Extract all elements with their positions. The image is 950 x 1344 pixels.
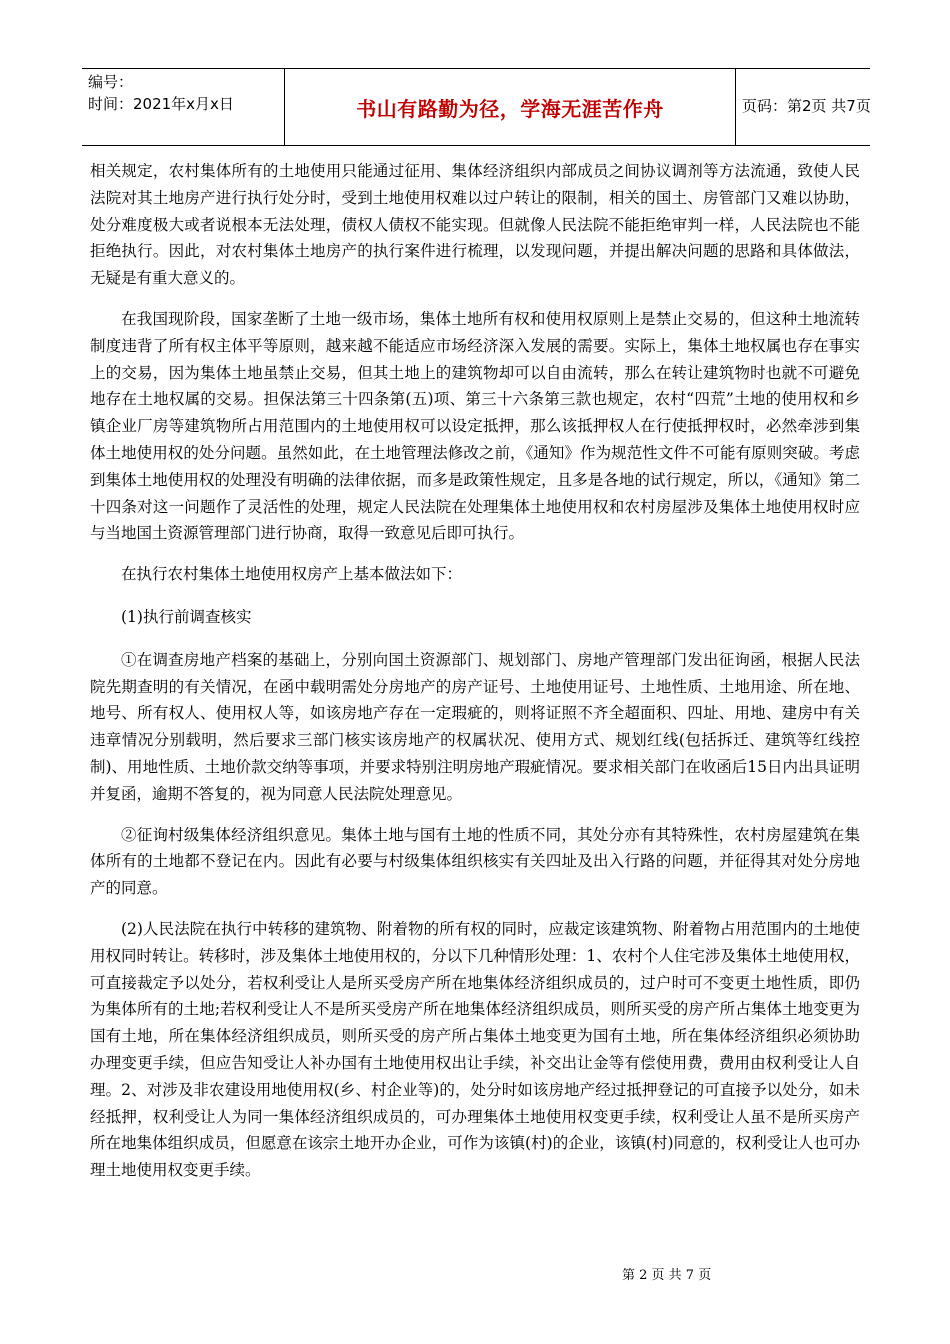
paragraph: 在执行农村集体土地使用权房产上基本做法如下：: [121, 565, 463, 584]
header-right-cell: [736, 69, 870, 145]
header-motto-cell: [284, 69, 736, 145]
document-body: [90, 158, 860, 1198]
paragraph: 相关规定，农村集体所有的土地使用只能通过征用、集体经济组织内部成员之间协议调剂等方法流通，致使人民法院对其土地房产进行执行处分时，受到土地使用权难以过户转让的限制，相关的国土、房管部门又难以协助，处分难度极大或者说根本无法处理，债权人债权不能实现。但就像人民法院不能拒绝审判一样，人民法院也不能拒绝执行。因此，对农村集体土地房产的执行案件进行梳理，以发现问题，并提出解决问题的思路和具体做法，无疑是有重大意义的。: [90, 162, 860, 288]
paragraph: ①在调查房地产档案的基础上，分别向国土资源部门、规划部门、房地产管理部门发出征询函，根据人民法院先期查明的有关情况，在函中载明需处分房地产的房产证号、土地使用证号、土地性质、土地用途、所在地、地号、所有权人、使用权人等，如该房地产存在一定瑕疵的，则将证照不齐全超面积、四址、用地、建房中有关违章情况分别载明，然后要求三部门核实该房地产的权属状况、使用方式、规划红线(包括拆迁、建筑等红线控制)、用地性质、土地价款交纳等事项，并要求特别注明房地产瑕疵情况。要求相关部门在收函后15日内出具证明并复函，逾期不答复的，视为同意人民法院处理意见。: [90, 650, 860, 803]
header-left-cell: [82, 69, 284, 145]
page-header: [82, 68, 870, 146]
paragraph: ②征询村级集体经济组织意见。集体土地与国有土地的性质不同，其处分亦有其特殊性，农村房屋建筑在集体所有的土地都不登记在内。因此有必要与村级集体组织核实有关四址及出入行路的问题，并征得其对处分房地产的同意。: [90, 825, 860, 898]
motto: 书山有路勤为径，学海无涯苦作舟: [356, 97, 664, 121]
page-footer: 第 2 页 共 7 页: [622, 1268, 712, 1283]
time-label: 时间：2021年x月x日: [88, 95, 234, 113]
page-info: 页码：第2页 共7页: [742, 97, 871, 115]
section-heading: (1)执行前调查核实: [121, 607, 252, 626]
number-label: 编号：: [88, 73, 134, 91]
paragraph: 在我国现阶段，国家垄断了土地一级市场，集体土地所有权和使用权原则上是禁止交易的，但这种土地流转制度违背了所有权主体平等原则，越来越不能适应市场经济深入发展的需要。实际上，集体土地权属也存在事实上的交易，因为集体土地虽禁止交易，但其土地上的建筑物却可以自由流转，那么在转让建筑物时也就不可避免地存在土地权属的交易。担保法第三十四条第(五)项、第三十六条第三款也规定，农村“四荒”土地的使用权和乡镇企业厂房等建筑物所占用范围内的土地使用权可以设定抵押，那么该抵押权人在行使抵押权时，必然牵涉到集体土地使用权的处分问题。虽然如此，在土地管理法修改之前，《通知》作为规范性文件不可能有原则突破。考虑到集体土地使用权的处理没有明确的法律依据，而多是政策性规定，且多是各地的试行规定，所以，《通知》第二十四条对这一问题作了灵活性的处理，规定人民法院在处理集体土地使用权和农村房屋涉及集体土地使用权时应与当地国土资源管理部门进行协商，取得一致意见后即可执行。: [90, 309, 860, 543]
paragraph: (2)人民法院在执行中转移的建筑物、附着物的所有权的同时，应裁定该建筑物、附着物占用范围内的土地使用权同时转让。转移时，涉及集体土地使用权的，分以下几种情形处理：1、农村个人住宅涉及集体土地使用权，可直接裁定予以处分，若权利受让人是所买受房产所在地集体经济组织成员的，过户时可不变更土地性质，即仍为集体所有的土地;若权利受让人不是所买受房产所在地集体经济组织成员，则所买受的房产所占集体土地变更为国有土地，所在集体经济组织成员，则所买受的房产所占集体土地变更为国有土地，所在集体经济组织必须协助办理变更手续，但应告知受让人补办国有土地使用权出让手续，补交出让金等有偿使用费，费用由权利受让人自理。2、对涉及非农建设用地使用权(乡、村企业等)的，处分时如该房地产经过抵押登记的可直接予以处分，如未经抵押，权利受让人为同一集体经济组织成员的，可办理集体土地使用权变更手续，权利受让人虽不是所买房产所在地集体组织成员，但愿意在该宗土地开办企业，可作为该镇(村)的企业，该镇(村)同意的，权利受让人也可办理土地使用权变更手续。: [90, 919, 860, 1180]
